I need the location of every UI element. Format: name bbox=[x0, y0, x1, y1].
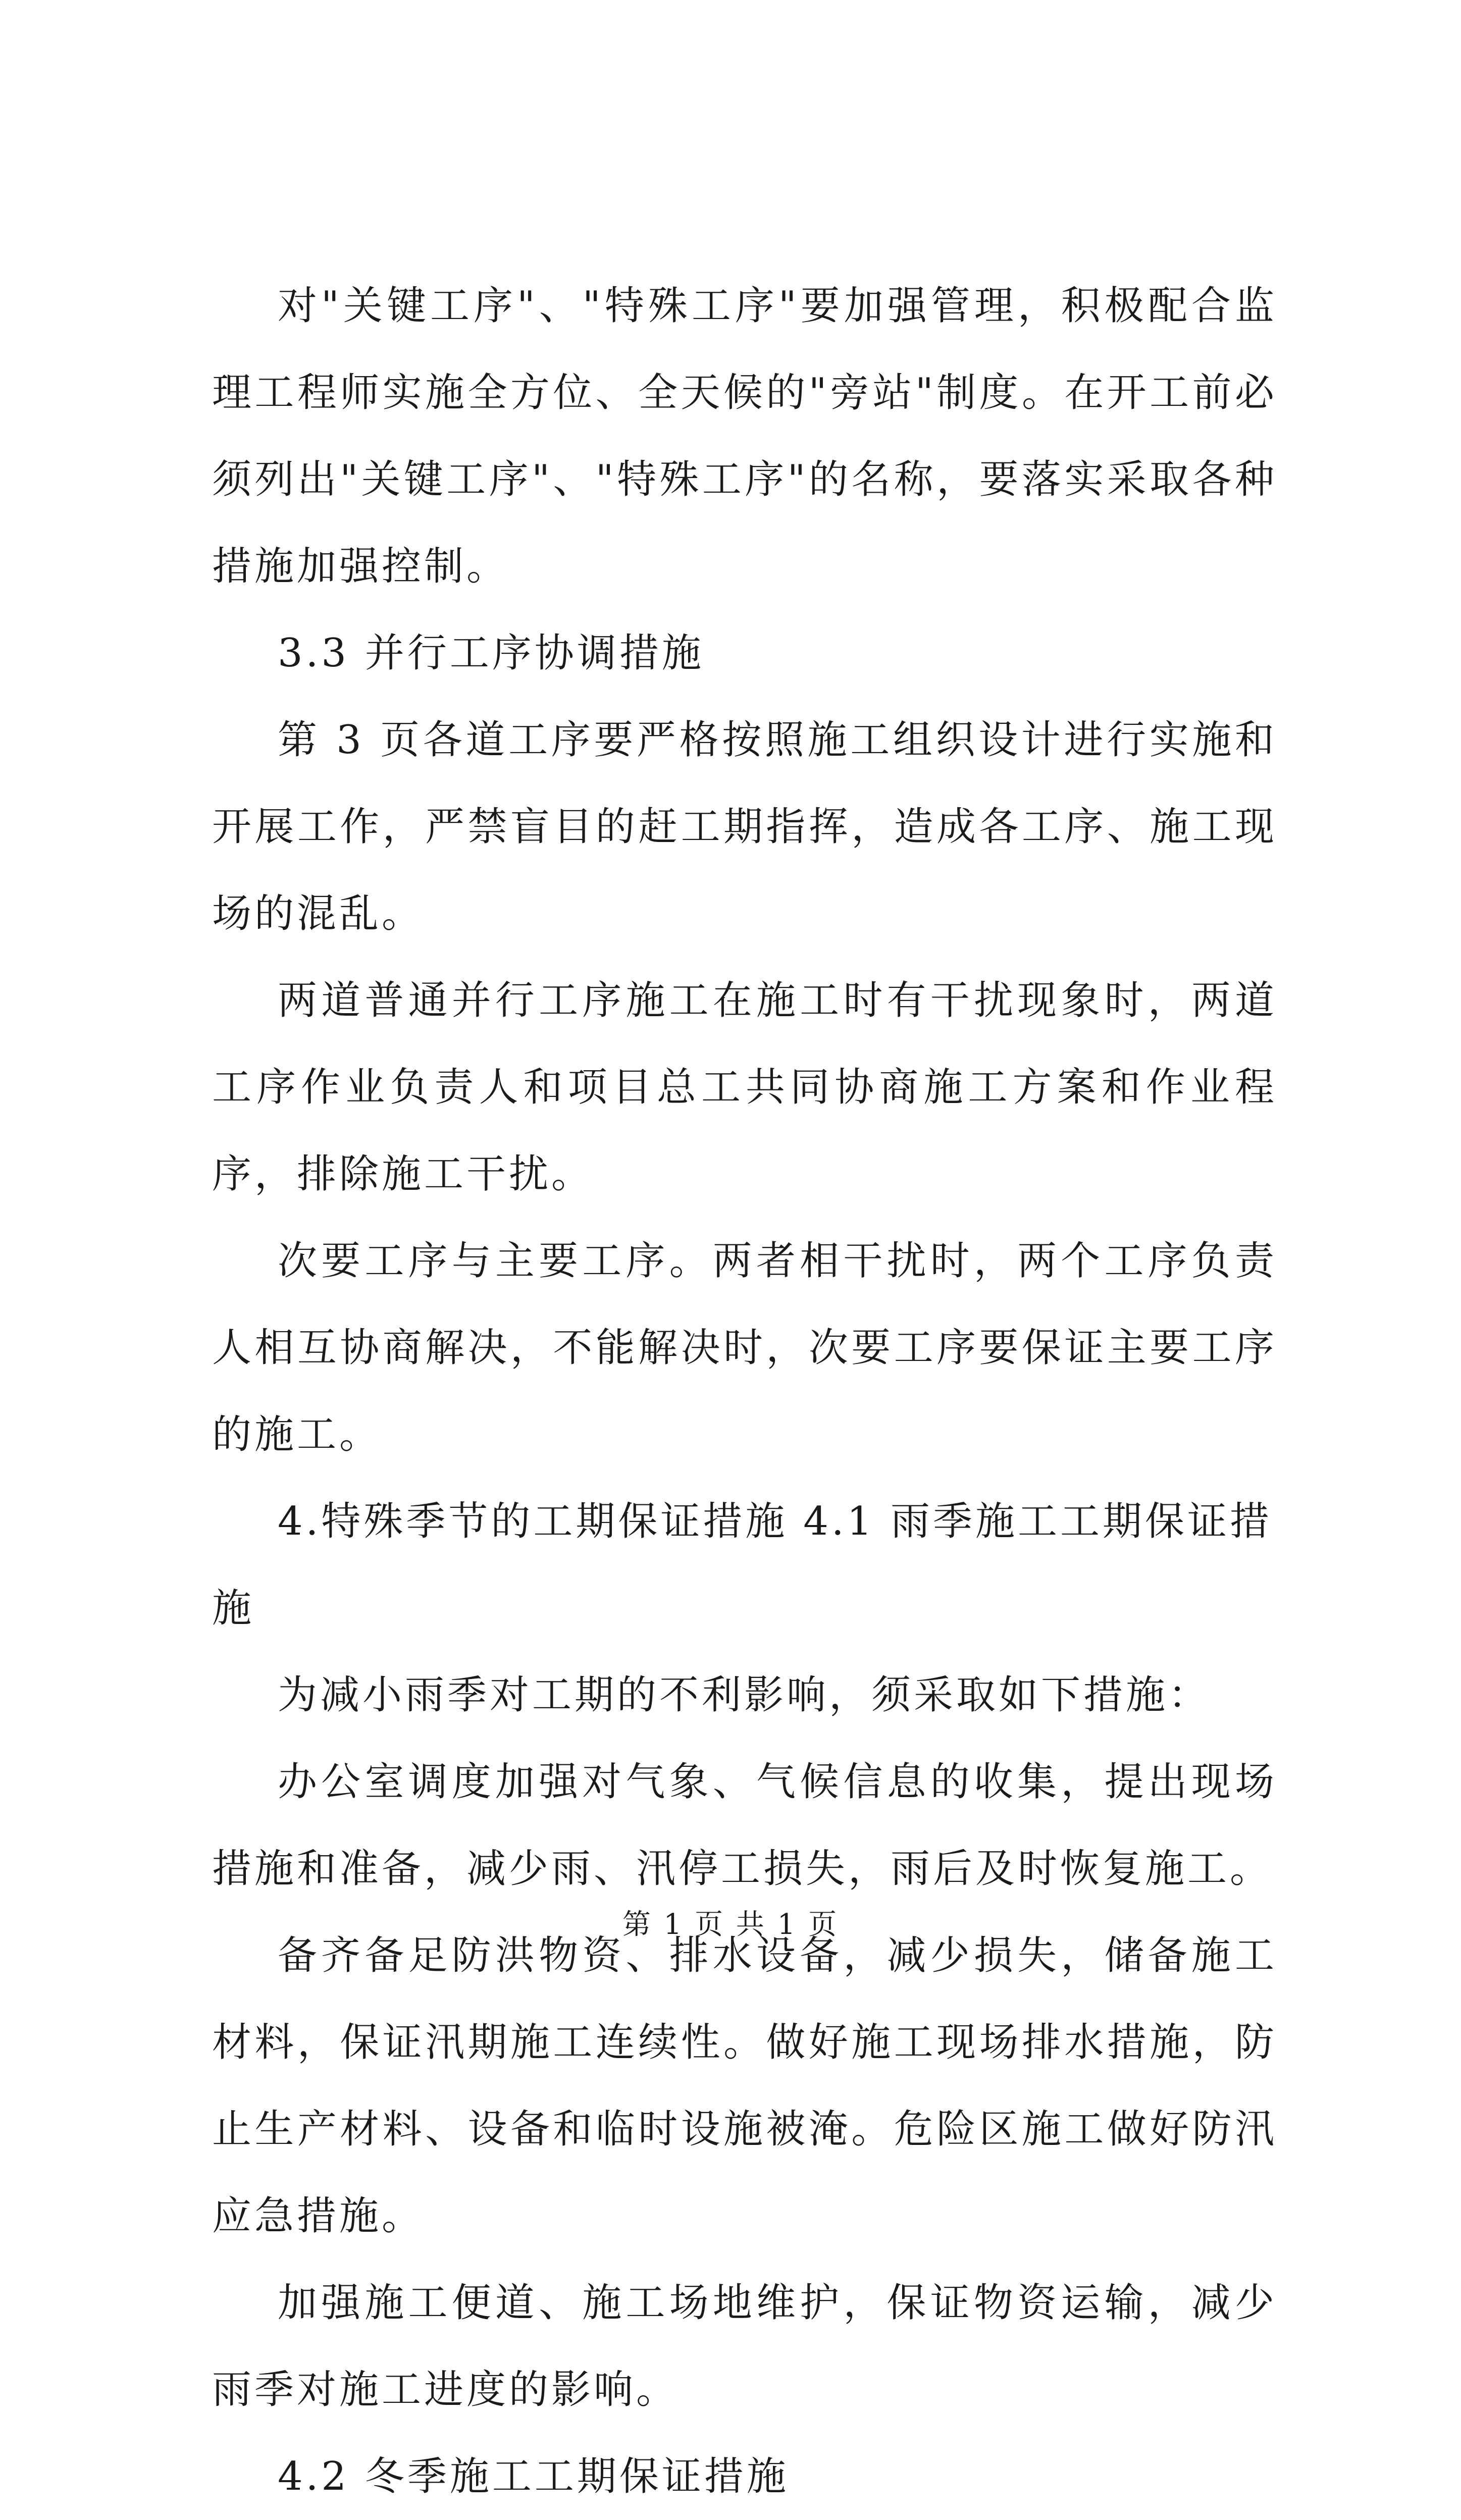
section-heading-4-2: 4.2 冬季施工工期保证措施 bbox=[278, 2454, 789, 2499]
paragraph-key-process: 对"关键工序"、"特殊工序"要加强管理，积极配合监理工程师实施全方位、全天候的"旁站"制度。在开工前必须列出"关键工序"、"特殊工序"的名称，要落实采取各种措施加强控制。 bbox=[212, 283, 1277, 589]
paragraph-process-order: 第 3 页各道工序要严格按照施工组织设计进行实施和开展工作，严禁盲目的赶工期指挥，造成各工序、施工现场的混乱。 bbox=[212, 717, 1277, 936]
paragraph-flood-materials: 备齐备足防洪物资、排水设备，减少损失，储备施工材料，保证汛期施工连续性。做好施工现场排水措施，防止生产材料、设备和临时设施被淹。危险区施工做好防汛应急措施。 bbox=[212, 1933, 1277, 2239]
paragraph-weather-info: 办公室调度加强对气象、气候信息的收集，提出现场措施和准备，减少雨、汛停工损失，雨后及时恢复施工。 bbox=[212, 1759, 1277, 1892]
paragraph-rainy-season-intro: 为减小雨季对工期的不利影响，须采取如下措施： bbox=[278, 1672, 1211, 1718]
paragraph-road-maintenance: 加强施工便道、施工场地维护，保证物资运输，减少雨季对施工进度的影响。 bbox=[212, 2280, 1277, 2412]
paragraph-secondary-process: 次要工序与主要工序。两者相干扰时，两个工序负责人相互协商解决，不能解决时，次要工序要保证主要工序的施工。 bbox=[212, 1238, 1277, 1457]
section-heading-4: 4.特殊季节的工期保证措施 4.1 雨季施工工期保证措施 bbox=[212, 1499, 1273, 1631]
page-footer: 第 1 页 共 1 页 bbox=[622, 1908, 839, 1941]
section-heading-3-3: 3.3 并行工序协调措施 bbox=[278, 631, 704, 676]
document-body bbox=[212, 262, 1277, 2520]
paragraph-parallel-interference: 两道普通并行工序施工在施工时有干扰现象时，两道工序作业负责人和项目总工共同协商施工方案和作业程序，排除施工干扰。 bbox=[212, 978, 1277, 1197]
